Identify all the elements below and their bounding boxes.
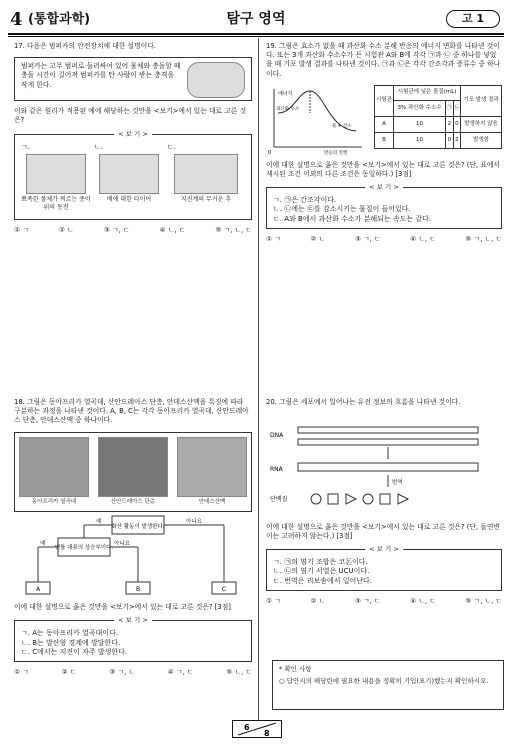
q17-description-box [14,57,252,101]
table-cell: 발생함 [461,132,502,148]
table-header: ㉡ [453,101,461,117]
energy-graph [266,85,366,155]
q20-choices [266,597,502,606]
header-rule-thin [8,36,504,37]
column-divider [258,38,259,726]
flow-no-label: 아니요 [114,540,130,547]
choice-1[interactable]: ① ㄱ [14,225,29,234]
dna-label: DNA [270,432,284,440]
table-cell: 10 [394,117,446,133]
photo-andes [177,437,247,507]
flow-q2-text: 맨틀 대류의 상승부이다. [54,544,114,551]
ship-tire-image [99,154,159,194]
photo-san-andreas [98,437,168,507]
table-cell: 0 [446,132,454,148]
q17-description: 범퍼카는 고무 범퍼로 둘러싸여 있어 물체와 충돌할 때 충돌 시간이 길어져 범퍼카를 탄 사람이 받는 충격을 작게 한다. [21,62,181,89]
table-cell: 발생하지 않음 [461,117,502,133]
table-header: 시험관에 넣은 물질(mL) [394,85,461,101]
q20-bogi-box [266,544,502,591]
amino-acid [328,494,338,504]
choice-4[interactable]: ④ ㄴ, ㄷ [159,225,186,234]
item-caption: 뾰족한 물체가 찌르는 종이 위의 동전 [21,195,91,212]
choice-1[interactable]: ① ㄱ [266,597,281,606]
table-row [375,117,502,133]
choice-2[interactable]: ② ㄴ [310,597,326,606]
question-19 [266,42,502,245]
bumper-car-image [187,62,245,98]
bogi-item: ㄴ. ㉡에는 ㉢를 감소시키는 물질이 들어있다. [273,205,411,214]
q17-stem: 17. 다음은 범퍼카의 안전장치에 대한 설명이다. [14,42,156,50]
q17-item-c [167,143,245,213]
product-label: 물 + 산소 [332,123,352,129]
rna-strand [298,463,478,471]
amino-acid [346,494,356,504]
bogi-title: < 보 기 > [365,545,403,554]
rna-label: RNA [270,466,283,474]
amino-acid [311,494,321,504]
table-header: ㉠ [446,101,454,117]
bogi-item: ㄴ. ㉡의 염기 서열은 UCU이다. [273,567,370,576]
table-cell: 2 [446,117,454,133]
choice-3[interactable]: ③ ㄱ, ㄴ [109,668,135,677]
subject-label: (통합과학) [28,12,91,27]
q18-flowchart [14,514,252,596]
q18-question: 이에 대한 설명으로 옳은 것만을 <보기>에서 있는 대로 고른 것은? [3점] [14,602,231,611]
notice-box [272,660,504,710]
q19-stem: 19. 그림은 효소가 없을 때 과산화 수소 분해 반응의 에너지 변화를 나타낸 것이다. 또는 3개 과산화 수소수가 든 시험관 A와 B에 각각 ㉠과 ㉡ 중 하나를 넣었을 때 기포 발생 결과를 나타낸 것이다. ㉠과 ㉡은 각각 간조각과 증류수 중 하나이다. [266,42,501,78]
choice-4[interactable]: ④ ㄴ, ㄷ [410,597,436,606]
amino-acid [398,494,408,504]
result-a-label: A [35,585,41,593]
photo-caption: 산안드레아스 단층 [110,498,156,505]
choice-4[interactable]: ④ ㄱ, ㄷ [167,668,194,677]
grade-badge: 고 1 [446,10,500,28]
choice-5[interactable]: ⑤ ㄴ, ㄷ [226,668,252,677]
bogi-title: < 보 기 > [365,183,403,192]
flow-no-label: 아니요 [186,518,202,525]
notice-title: * 확인 사항 [279,665,312,673]
q19-choices [266,235,502,244]
item-label: ㄱ. [21,142,30,151]
choice-2[interactable]: ② ㄴ [310,235,326,244]
bogi-item: ㄱ. ㉠의 염기 조합은 코돈이다. [273,557,368,566]
bogi-item: ㄴ. B는 발산형 경계에 발달한다. [21,638,121,647]
dna-strand-bottom [298,439,478,445]
bogi-item: ㄷ. 번역은 리보솜에서 일어난다. [273,576,373,585]
dna-strand-top [298,427,478,433]
header-rule [8,33,504,35]
q20-question: 이에 대한 설명으로 옳은 것만을 <보기>에서 있는 대로 고른 것은? (단, 돌연변이는 고려하지 않는다.) [3점] [266,522,500,540]
flow-yes-label: 예 [40,540,46,547]
flow-q1-text: 화산 활동이 발생한다. [111,523,165,530]
item-label: ㄷ. [167,142,176,151]
choice-2[interactable]: ② ㄴ [58,225,74,234]
q17-item-b [94,143,164,213]
amino-acid [380,494,390,504]
q18-photo-panel [14,432,252,512]
bogi-item: ㄷ. A와 B에서 과산화 수소가 분해되는 속도는 같다. [273,214,432,223]
origin-label: 0 [268,149,272,155]
amino-acid [363,494,373,504]
item-label: ㄴ. [94,142,103,151]
choice-5[interactable]: ⑤ ㄱ, ㄴ, ㄷ [465,597,502,606]
page-number: 4 [10,9,23,30]
q17-choices [14,226,252,235]
choice-1[interactable]: ① ㄱ [266,235,281,244]
item-caption: 배에 대한 타이어 [106,195,152,203]
rift-valley-image [19,437,89,497]
bogi-item: ㄱ. A는 동아프리카 열곡대이다. [21,629,119,638]
table-cell: A [375,117,394,133]
question-18 [14,398,252,678]
notice-text: ○ 답안지의 해당란에 필요한 내용을 정확히 기입(표기)했는지 확인하시오. [279,676,489,685]
table-cell: 10 [394,132,446,148]
translation-label: 번역 [392,480,403,487]
seismograph-image [174,154,238,194]
reactant-label: 과산화 수소 [276,106,300,112]
photo-east-africa [19,437,89,507]
table-row [375,132,502,148]
q19-bogi-box [266,183,502,229]
bogi-title: < 보 기 > [114,130,152,139]
current-page: 6 [244,723,250,732]
table-cell: 0 [453,117,461,133]
q17-bogi-box [14,129,252,220]
protein-label: 단백질 [270,496,288,504]
choice-3[interactable]: ③ ㄱ, ㄷ [103,225,130,234]
choice-3[interactable]: ③ ㄱ, ㄷ [354,597,381,606]
table-header: 기포 발생 결과 [461,85,502,117]
total-pages: 8 [264,729,270,738]
table-cell: 2 [453,132,461,148]
choice-2[interactable]: ② ㄷ [61,668,77,677]
q19-figure-row [266,85,502,155]
q19-question: 이에 대한 설명으로 옳은 것만을 <보기>에서 있는 대로 고른 것은? (단, 표에서 제시된 조건 이외의 다른 조건은 동일하다.) [3점] [266,160,500,178]
q18-choices [14,668,252,677]
bogi-item: ㄷ. C에서는 지진이 자주 발생한다. [21,648,128,656]
page-header [8,8,504,32]
page-indicator [232,720,282,738]
q18-stem: 18. 그림은 동아프리카 열곡대, 산안드레아스 단층, 안데스산맥을 특징에 따라 구분하는 과정을 나타낸 것이다. A, B, C는 각각 동아프리카 열곡대, 산안드레아스 단층, 안데스산맥 중 하나이다. [14,398,249,425]
y-axis-label: 에너지 [278,90,293,97]
q17-item-a [21,143,91,213]
question-17 [14,42,252,235]
bogi-item: ㄱ. ㉠은 간조각이다. [273,196,337,205]
choice-5[interactable]: ⑤ ㄱ, ㄴ, ㄷ [215,225,252,234]
result-c-label: C [221,585,227,593]
q18-bogi-box [14,616,252,662]
photo-caption: 안데스산맥 [198,498,226,505]
coin-paper-image [26,154,86,194]
q17-question: 이와 같은 원리가 적용된 예에 해당하는 것만을 <보기>에서 있는 대로 고른 것은? [14,107,247,125]
choice-5[interactable]: ⑤ ㄱ, ㄴ, ㄷ [465,235,502,244]
page-title: 탐구 영역 [226,11,286,27]
choice-4[interactable]: ④ ㄴ, ㄷ [410,235,436,244]
choice-3[interactable]: ③ ㄱ, ㄷ [354,235,381,244]
choice-1[interactable]: ① ㄱ [14,668,29,677]
mountain-image [177,437,247,497]
result-b-label: B [135,585,141,593]
fault-image [98,437,168,497]
gene-expression-diagram [266,413,502,513]
item-caption: 지진계의 무거운 추 [180,195,232,203]
x-axis-label: 반응의 진행 [324,150,348,155]
question-20 [266,398,502,606]
table-cell: B [375,132,394,148]
q20-stem: 20. 그림은 세포에서 일어나는 유전 정보의 흐름을 나타낸 것이다. [266,398,461,406]
q19-table [374,85,502,149]
flow-yes-label: 예 [96,518,102,525]
table-header: 3% 과산화 수소수 [394,101,446,117]
photo-caption: 동아프리카 열곡대 [31,498,77,505]
bogi-title: < 보 기 > [114,616,152,625]
table-header: 시험관 [375,85,394,117]
